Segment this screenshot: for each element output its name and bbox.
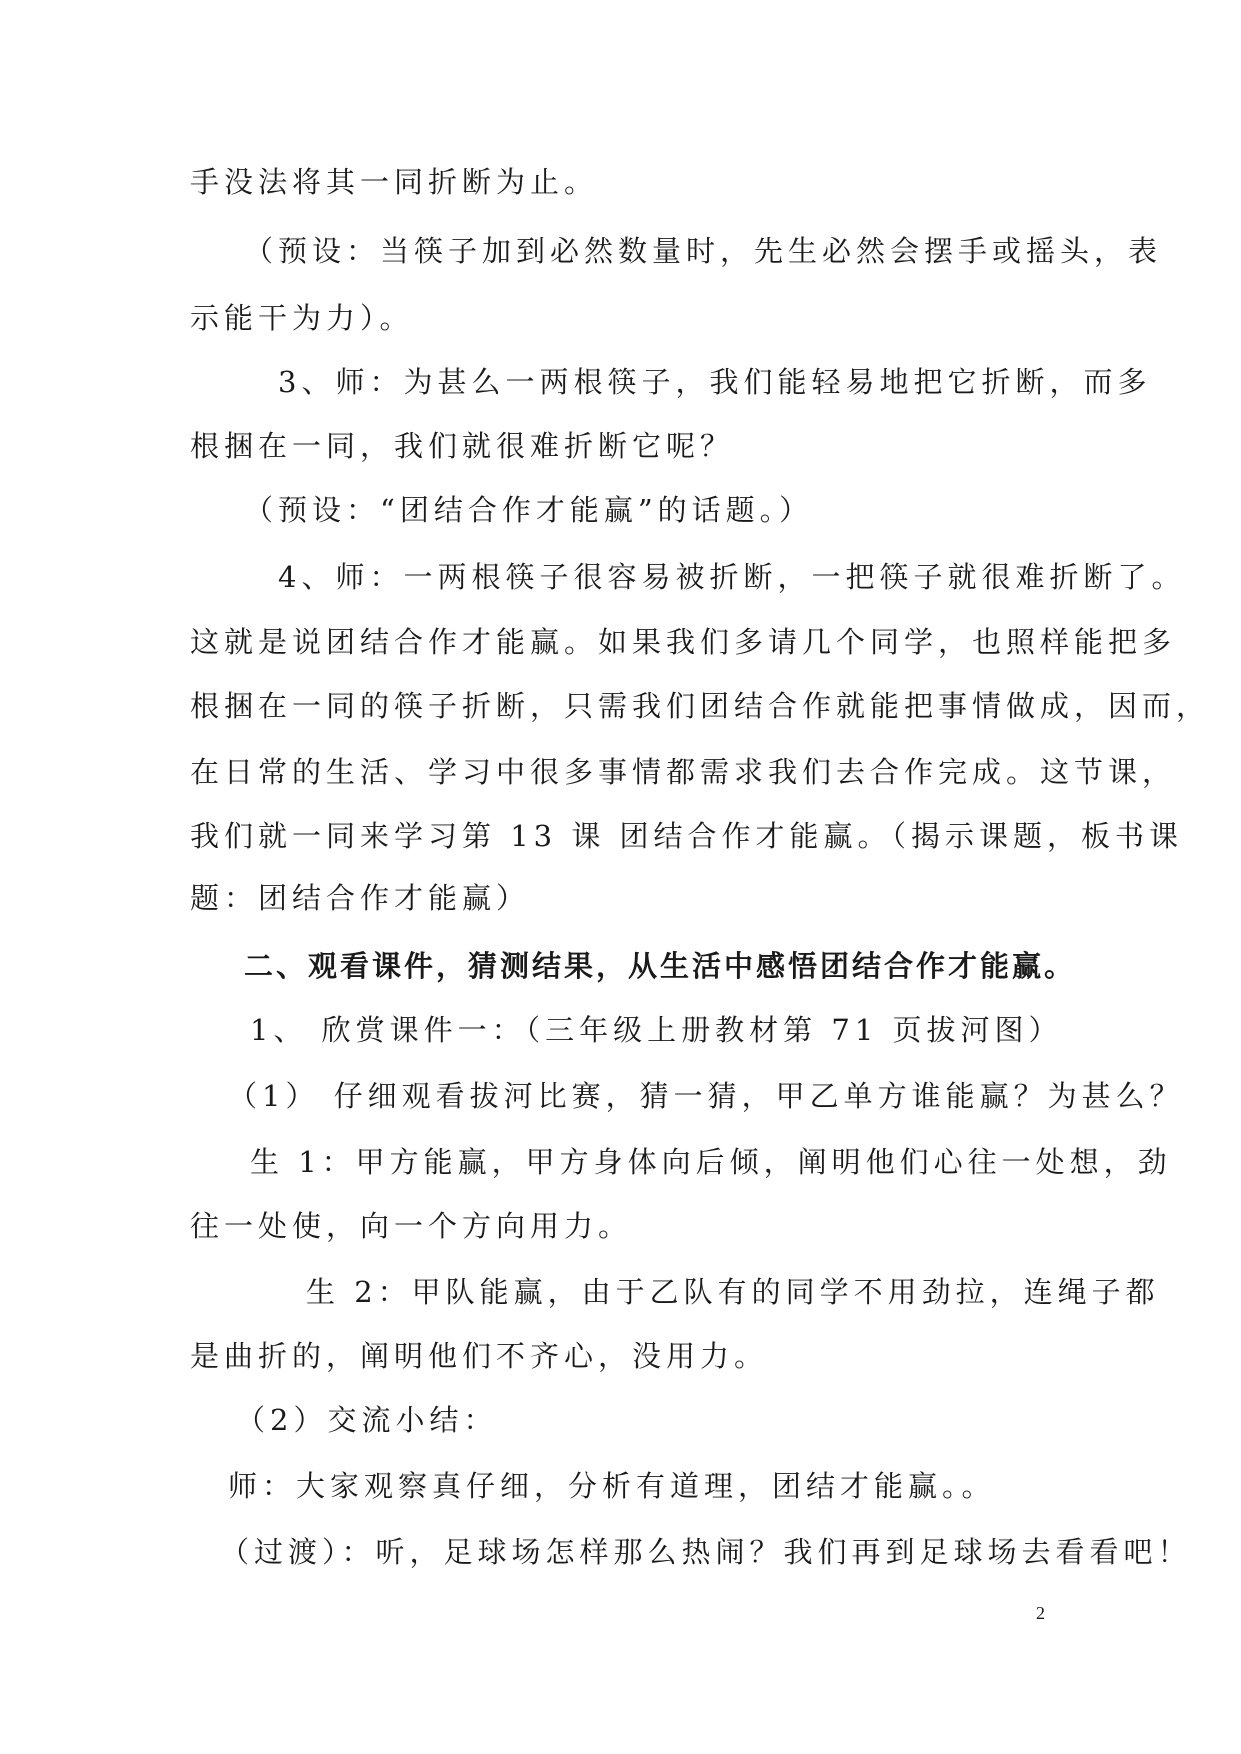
text-line: 生 2：甲队能赢，由于乙队有的同学不用劲拉，连绳子都 [306,1275,1160,1309]
text-line: 4、师：一两根筷子很容易被折断，一把筷子就很难折断了。 [278,560,1186,594]
text-line: 往一处使，向一个方向用力。 [190,1209,633,1243]
text-line: 3、师：为甚么一两根筷子，我们能轻易地把它折断，而多 [278,365,1152,399]
text-line: 是曲折的，阐明他们不齐心，没用力。 [190,1339,769,1373]
text-line: 手没法将其一同折断为止。 [190,165,599,199]
text-line: 这就是说团结合作才能赢。如果我们多请几个同学，也照样能把多 [190,625,1177,659]
text-line: （2）交流小结： [236,1403,498,1437]
page-number: 2 [1036,1603,1045,1623]
text-line: 我们就一同来学习第 13 课 团结合作才能赢。（揭示课题，板书课 [190,819,1184,853]
text-line: 1、 欣赏课件一：（三年级上册教材第 71 页拔河图） [250,1013,1063,1047]
text-line: （过渡）：听，足球场怎样那么热闹？我们再到足球场去看看吧！ [220,1535,1192,1569]
text-line: 生 1：甲方能赢，甲方身体向后倾，阐明他们心往一处想，劲 [250,1145,1172,1179]
text-line: 根捆在一同，我们就很难折断它呢？ [190,429,735,463]
text-line: 示能干为力）。 [190,301,414,335]
section-heading: 二、观看课件，猜测结果，从生活中感悟团结合作才能赢。 [244,949,1077,983]
text-line: 在日常的生活、学习中很多事情都需求我们去合作完成。这节课， [190,755,1177,789]
text-line: （1） 仔细观看拔河比赛，猜一猜，甲乙单方谁能赢？为甚么？ [228,1079,1184,1113]
text-line: 题：团结合作才能赢） [190,881,531,915]
text-line: （预设：“团结合作才能赢”的话题。） [244,493,814,527]
text-line: 根捆在一同的筷子折断，只需我们团结合作就能把事情做成，因而， [190,689,1211,723]
text-line: 师：大家观察真仔细，分析有道理，团结才能赢。。 [228,1469,996,1503]
text-line: （预设：当筷子加到必然数量时，先生必然会摆手或摇头，表 [244,234,1163,268]
